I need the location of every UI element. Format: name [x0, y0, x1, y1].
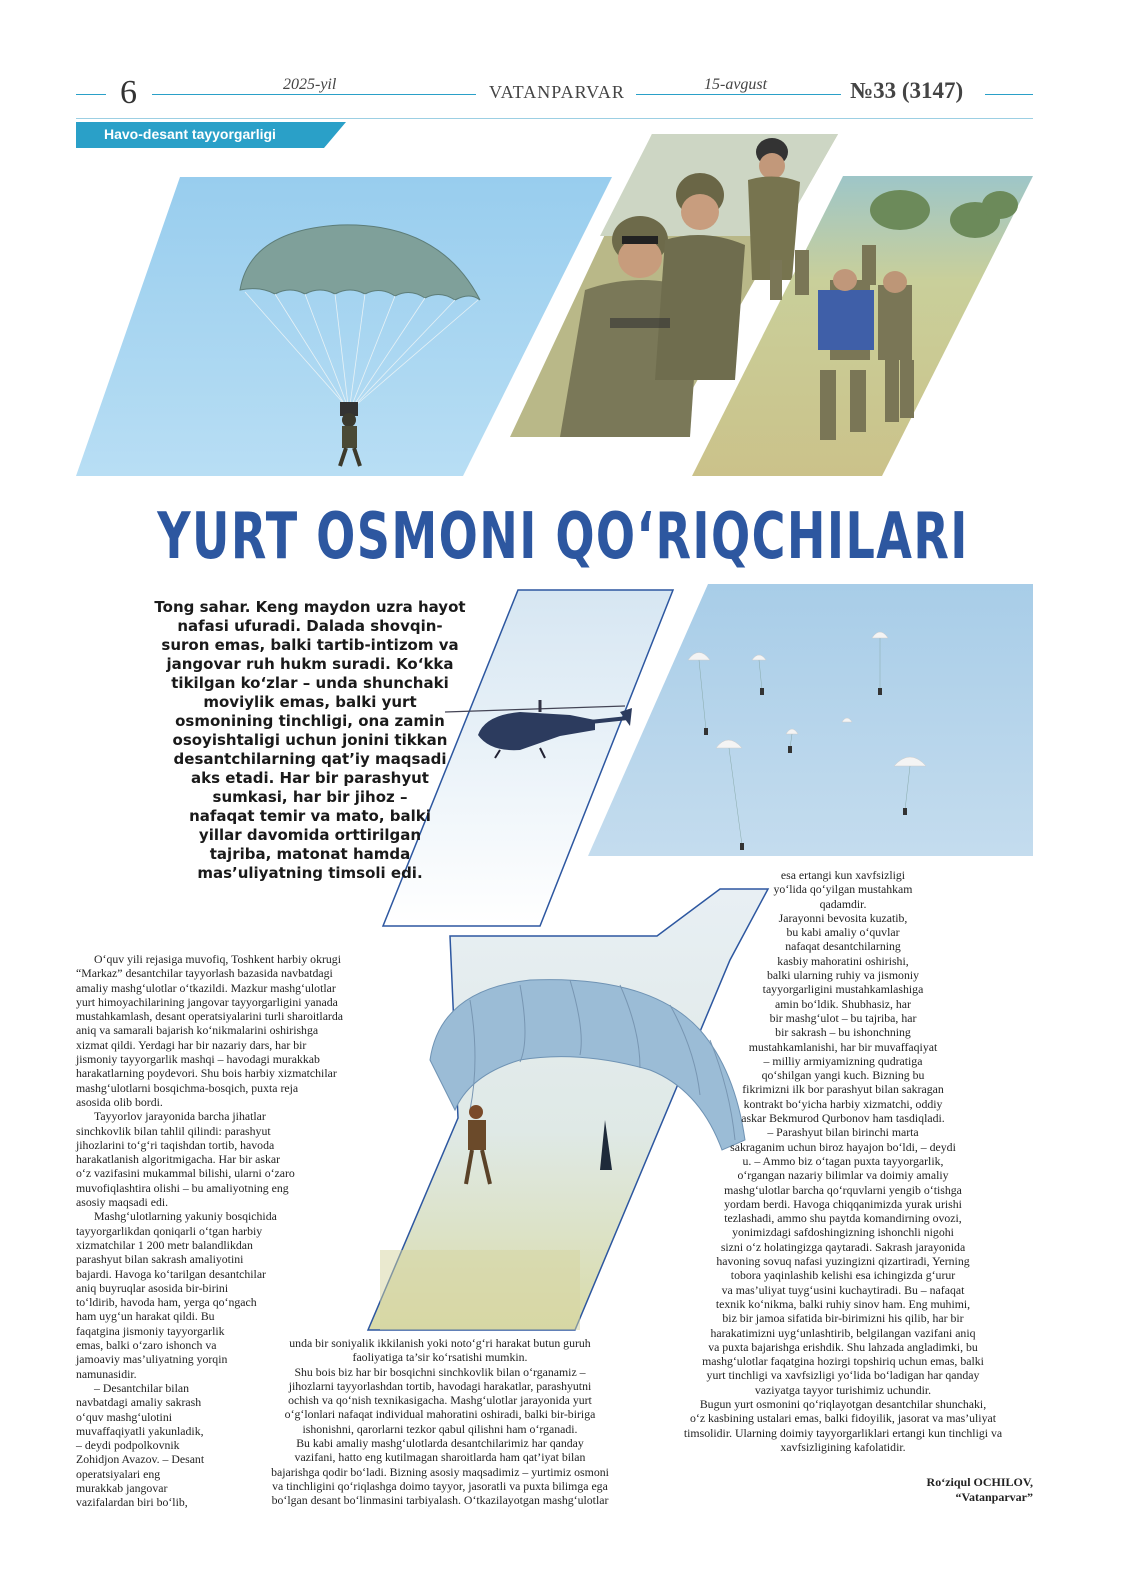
body-line: biz bir jamoa sifatida bir-birimizni his qilib, har bir — [722, 1311, 964, 1326]
body-line: va tinchligini qo‘riqlashga doimo tayyor, jasoratli va puxta bilimga ega — [272, 1478, 608, 1493]
body-line: o‘z vazifasini mukammal bilishi, ularni o‘zaro — [76, 1166, 295, 1181]
page-number: 6 — [120, 74, 137, 111]
body-line: – Parashyut bilan birinchi marta — [767, 1125, 919, 1140]
lead-line: aks etadi. Har bir parashyut — [191, 769, 429, 787]
body-line: mashg‘ulotlar barcha qo‘rquvlarni yengib o‘tishga — [724, 1182, 962, 1197]
body-line: navbatdagi amaliy sakrash — [76, 1395, 202, 1410]
body-line: vazifalardan biri bo‘lib, — [76, 1495, 188, 1510]
body-line: jamoaviy mas’uliyatning yorqin — [76, 1352, 228, 1367]
body-line: harakatlanish algoritmigacha. Har bir askar — [76, 1152, 281, 1167]
body-line: o‘z kasbining ustalari emas, balki fidoyilik, jasorat va mas’uliyat — [690, 1411, 996, 1426]
body-line: ochish va qo‘nish texnikasigacha. Mashg‘ulotlar jarayonida yurt — [288, 1393, 592, 1408]
body-line: fikrimizni ilk bor parashyut bilan sakragan — [742, 1082, 944, 1097]
author-name: Ro‘ziqul OCHILOV, — [926, 1475, 1033, 1489]
body-column-3 — [648, 868, 1038, 1454]
body-line: xizmat qildi. Yerdagi har bir nazariy dars, har bir — [76, 1037, 307, 1052]
body-line: bu kabi amaliy o‘quvlar — [786, 925, 900, 940]
body-line: tayyorgarligini mustahkamlashiga — [762, 982, 924, 997]
rubric-text: Havo-desant tayyorgarligi — [104, 126, 276, 142]
body-line: harakatimizni uyg‘unlashtirib, belgilangan vazifani aniq — [710, 1325, 976, 1340]
body-line: to‘ldirib, havoda ham, yerga qo‘ngach — [76, 1295, 257, 1310]
body-line: mustahkamlanishi, har bir muvaffaqiyat — [748, 1039, 938, 1054]
body-line: bajarishga qodir bo‘ladi. Bizning asosiy maqsadimiz – yurtimiz osmoni — [271, 1464, 609, 1479]
body-line: bajardi. Havoga ko‘tarilgan desantchilar — [76, 1266, 266, 1281]
body-line: nafaqat desantchilarning — [785, 939, 901, 954]
lead-line: osmonining tinchligi, ona zamin — [175, 712, 445, 730]
body-line: o‘quv mashg‘ulotini — [76, 1409, 173, 1424]
body-line: vaziyatga tayyor turishimiz uchundir. — [754, 1382, 932, 1397]
body-line: qadamdir. — [819, 896, 867, 911]
lead-line: tajriba, matonat hamda — [209, 845, 411, 863]
body-line: sinchkovlik bilan tahlil qilindi: parashyut — [76, 1123, 271, 1138]
body-line: namunasidir. — [76, 1366, 137, 1381]
body-line: – deydi podpolkovnik — [76, 1438, 180, 1453]
body-line: ham uyg‘un harakat qildi. Bu — [76, 1309, 215, 1324]
body-line: Mashg‘ulotlarning yakuniy bosqichida — [94, 1209, 277, 1224]
body-line: havoning sovuq nafasi yuzingizni qizartiradi, Yerning — [716, 1254, 970, 1269]
issue-number: №33 (3147) — [850, 78, 964, 103]
body-line: kontrakt bo‘yicha harbiy xizmatchi, oddiy — [743, 1096, 943, 1111]
body-line: murakkab jangovar — [76, 1480, 168, 1495]
lead-line: mas’uliyatning timsoli edi. — [197, 864, 423, 882]
body-line: bir mashg‘ulot – bu tajriba, har — [769, 1010, 917, 1025]
body-line: qo‘shilgan yangi kuch. Bizning bu — [761, 1068, 925, 1083]
lead-line: sumkasi, har bir jihoz – — [212, 788, 408, 806]
body-line: aniq buyruqlar asosida bir-birini — [76, 1280, 229, 1295]
body-line: muvofiqlashtira olishi – bu amaliyotning eng — [76, 1180, 289, 1195]
body-line: bo‘lgan desant bo‘linmasini tarbiyalash. O‘tkazilayotgan mashg‘ulotlar — [271, 1493, 609, 1508]
body-line: yo‘lida qo‘yilgan mustahkam — [773, 882, 913, 897]
author-outlet: “Vatanparvar” — [955, 1490, 1033, 1504]
body-line: timsolidir. Ularning doimiy tayyorgarliklari ertangi kun tinchligi va — [683, 1425, 1003, 1440]
body-line: esa ertangi kun xavfsizligi — [780, 868, 906, 882]
body-line: texnik ko‘nikma, balki ruhiy sinov ham. Eng muhimi, — [715, 1296, 971, 1311]
body-line: Bu kabi amaliy mashg‘ulotlarda desantchilarimiz har qanday — [296, 1436, 584, 1451]
lead-line: osoyishtaligi uchun jonini tikkan — [172, 731, 448, 749]
body-line: Shu bois biz har bir bosqichni sinchkovlik bilan o‘rganamiz – — [294, 1364, 586, 1379]
lead-line: suron emas, balki tartib-intizom va — [161, 636, 459, 654]
body-line: jismoniy tayyorgarlik mashqi – havodagi murakkab — [76, 1052, 320, 1067]
body-line: faqatgina jismoniy tayyorgarlik — [76, 1323, 225, 1338]
lead-line: jangovar ruh hukm suradi. Ko‘kka — [166, 655, 454, 673]
body-line: tobora yaqinlashib kelishi esa ichingizda g‘urur — [730, 1268, 956, 1283]
lead-line: nafaqat temir va mato, balki — [189, 807, 431, 825]
body-line: va mas’uliyat tuyg‘usini kuchaytiradi. Bu – nafaqat — [721, 1282, 965, 1297]
body-column-2 — [240, 1336, 640, 1508]
body-line: parashyut bilan sakrash amaliyotini — [76, 1252, 244, 1267]
body-line: Zohidjon Avazov. – Desant — [76, 1452, 205, 1467]
article-lead — [150, 598, 470, 883]
header-year: 2025-yil — [283, 76, 337, 93]
paper-name: VATANPARVAR — [489, 82, 625, 102]
body-line: askar Bekmurod Qurbonov ham tasdiqladi. — [741, 1111, 945, 1126]
body-line: O‘quv yili rejasiga muvofiq, Toshkent harbiy okrugi — [94, 952, 341, 966]
body-line: – Desantchilar bilan — [94, 1380, 189, 1395]
body-line: xavfsizligining kafolatidir. — [780, 1439, 906, 1454]
body-line: yurt tinchligi va xavfsizligi yo‘lida bo‘ladigan har qanday — [706, 1368, 980, 1383]
body-line: sakraganim uchun biroz hayajon bo‘ldi, – deydi — [730, 1139, 956, 1154]
body-line: u. – Ammo biz o‘tagan puxta tayyorgarlik, — [742, 1153, 944, 1168]
body-line: jihozlarni tayyorlashdan tortib, havodagi harakatlar, parashyutni — [288, 1378, 592, 1393]
body-line: aniq va samarali bajarish ko‘nikmalarini oshirishga — [76, 1023, 319, 1038]
body-line: o‘g‘lonlari nafaqat individual mahoratini oshiradi, balki bir-biriga — [284, 1407, 596, 1422]
body-line: unda bir soniyalik ikkilanish yoki noto‘g‘ri harakat butun guruh — [289, 1336, 591, 1350]
body-line: balki ularning ruhiy va jismoniy — [766, 968, 920, 983]
body-line: bir sakrash – bu ishonchning — [775, 1025, 911, 1040]
article-title: YURT OSMONI QO‘RIQCHILARI — [157, 500, 969, 574]
lead-line: tikilgan ko‘zlar – unda shunchaki — [171, 674, 449, 692]
body-line: amaliy mashg‘ulotlar o‘tkazildi. Mazkur mashg‘ulotlar — [76, 980, 336, 995]
body-line: – milliy armiyamizning qudratiga — [763, 1053, 923, 1068]
lead-line: moviylik emas, balki yurt — [203, 693, 417, 711]
header-date: 15-avgust — [704, 76, 768, 93]
body-line: mashg‘ulotlarni bosqichma-bosqich, puxta reja — [76, 1080, 299, 1095]
body-line: mustahkamlash, desant operatsiyalarini turli sharoitlarda — [76, 1009, 343, 1024]
body-line: Bugun yurt osmonini qo‘riqlayotgan desantchilar shunchaki, — [699, 1396, 987, 1411]
body-line: mashg‘ulotlar faqatgina hozirgi topshiriq uchun emas, balki — [702, 1354, 984, 1369]
body-line: kasbiy mahoratini oshirishi, — [777, 953, 909, 968]
lead-line: Tong sahar. Keng maydon uzra hayot — [154, 598, 466, 616]
body-line: emas, balki o‘zaro ishonch va — [76, 1338, 217, 1353]
body-line: sizni o‘z holatingizga qaytaradi. Sakrash jarayonida — [720, 1239, 966, 1254]
body-line: faoliyatiga ta’sir ko‘rsatishi mumkin. — [352, 1350, 528, 1365]
body-line: yonimizdagi safdoshingizning ishonchli nigohi — [732, 1225, 954, 1240]
author-signature — [927, 1475, 1033, 1505]
body-line: jihozlarini to‘g‘ri taqishdan tortib, havoda — [76, 1137, 275, 1152]
body-line: ishonishni, qarorlarni tezkor qabul qilishni ham o‘rganadi. — [302, 1421, 578, 1436]
body-line: va puxta bajarishga erishdik. Shu lahzada angladimki, bu — [708, 1339, 978, 1354]
body-line: yurt himoyachilarining jangovar tayyorgarligini yanada — [76, 994, 338, 1009]
body-line: yordam berdi. Havoga chiqqanimizda yurak urishi — [724, 1196, 962, 1211]
body-line: vazifani, hatto eng kutilmagan sharoitlarda ham qat’iyat bilan — [294, 1450, 586, 1465]
body-line: amin bo‘ldik. Shubhasiz, har — [775, 996, 911, 1011]
body-line: xizmatchilar 1 200 metr balandlikdan — [76, 1237, 253, 1252]
body-line: muvaffaqiyatli yakunladik, — [76, 1423, 204, 1438]
body-line: o‘rgangan nazariy bilimlar va doimiy amaliy — [737, 1168, 949, 1183]
body-line: “Markaz” desantchilar tayyorlash bazasida navbatdagi — [76, 966, 333, 981]
body-line: Jarayonni bevosita kuzatib, — [778, 910, 908, 925]
body-line: tayyorgarlikdan qoniqarli o‘tgan harbiy — [76, 1223, 263, 1238]
body-line: asosiy maqsadi edi. — [76, 1195, 169, 1210]
lead-line: yillar davomida orttirilgan — [198, 826, 422, 844]
body-line: operatsiyalari eng — [76, 1466, 161, 1481]
body-line: harakatlarning poydevori. Shu bois harbiy xizmatchilar — [76, 1066, 337, 1081]
body-line: tezlashadi, ammo shu paytda komandirning ovozi, — [724, 1211, 962, 1226]
lead-line: nafasi ufuradi. Dalada shovqin- — [177, 617, 443, 635]
lead-line: desantchilarning qat’iy maqsadi — [173, 750, 447, 768]
body-line: Tayyorlov jarayonida barcha jihatlar — [94, 1109, 266, 1124]
body-line: asosida olib bordi. — [76, 1094, 163, 1109]
